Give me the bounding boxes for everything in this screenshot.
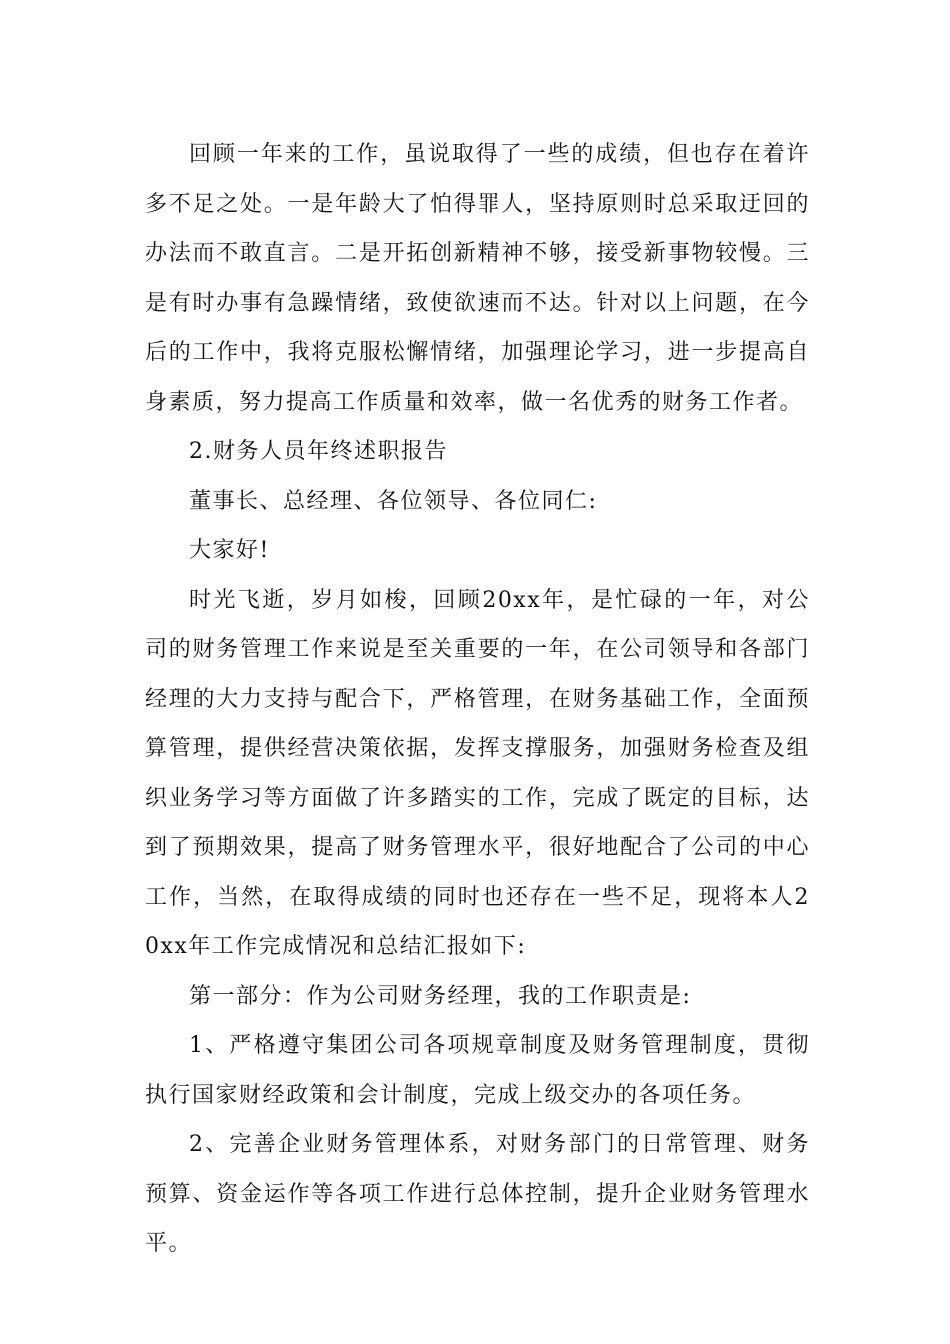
paragraph-review-summary: 回顾一年来的工作，虽说取得了一些的成绩，但也存在着许多不足之处。一是年龄大了怕得罪人，坚持原则时总采取迂回的办法而不敢直言。二是开拓创新精神不够，接受新事物较慢。三是有时办事有急躁情绪，致使欲速而不达。针对以上问题，在今后的工作中，我将克服松懈情绪，加强理论学习，进一步提高自身素质，努力提高工作质量和效率，做一名优秀的财务工作者。 <box>145 142 810 415</box>
duty-item-1: 1、严格遵守集团公司各项规章制度及财务管理制度，贯彻执行国家财经政策和会计制度，完成上级交办的各项任务。 <box>145 1033 810 1108</box>
greeting-line: 大家好! <box>189 538 270 563</box>
section-heading-year-end-report: 2.财务人员年终述职报告 <box>189 439 448 464</box>
paragraph-year-overview: 时光飞逝，岁月如梭，回顾20xx年，是忙碌的一年，对公司的财务管理工作来说是至关重要的一年，在公司领导和各部门经理的大力支持与配合下，严格管理，在财务基础工作，全面预算管理，提供经营决策依据，发挥支撑服务，加强财务检查及组织业务学习等方面做了许多踏实的工作，完成了既定的目标，达到了预期效果，提高了财务管理水平，很好地配合了公司的中心工作，当然，在取得成绩的同时也还存在一些不足，现将本人20xx年工作完成情况和总结汇报如下: <box>145 587 810 959</box>
duty-item-2: 2、完善企业财务管理体系，对财务部门的日常管理、财务预算、资金运作等各项工作进行总体控制，提升企业财务管理水平。 <box>145 1132 810 1256</box>
salutation-line: 董事长、总经理、各位领导、各位同仁: <box>189 488 598 514</box>
part-one-heading: 第一部分：作为公司财务经理，我的工作职责是: <box>189 983 692 1009</box>
